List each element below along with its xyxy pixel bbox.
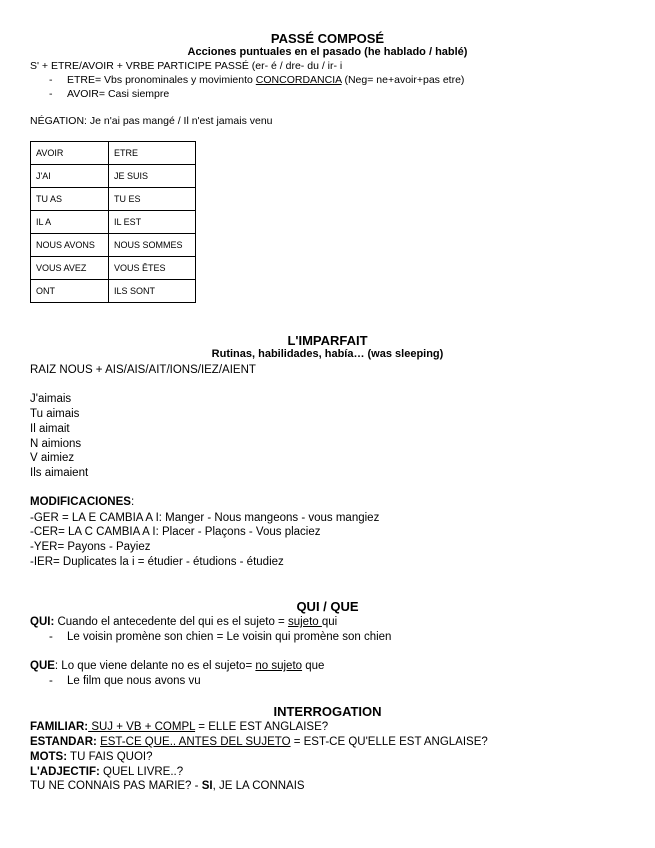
table-cell: IL A — [31, 211, 109, 234]
modificaciones-heading — [30, 495, 134, 509]
mots-line — [30, 750, 152, 764]
estandar-label: ESTANDAR: — [30, 736, 97, 748]
qui-example-text: Le voisin promène son chien = Le voisin qui promène son chien — [67, 631, 392, 643]
etre-suffix: (Neg= ne+avoir+pas etre) — [341, 74, 465, 86]
imparfait-subtitle: Rutinas, habilidades, había… (was sleeping) — [211, 348, 444, 360]
table-cell: AVOIR — [31, 142, 109, 165]
etre-underline: CONCORDANCIA — [255, 74, 342, 86]
conjugation-line: Tu aimais — [30, 408, 80, 420]
table-cell: TU AS — [31, 188, 109, 211]
mots-rest: TU FAIS QUOI? — [67, 751, 153, 763]
neg-end: , JE LA CONNAIS — [212, 780, 305, 792]
modif-line: -CER= LA C CAMBIA A I: Placer - Plaçons - Vous placiez — [30, 526, 321, 538]
modif-line: -YER= Payons - Payiez — [30, 541, 151, 553]
modif-line: -IER= Duplicates la i = étudier - étudions - étudiez — [30, 556, 284, 568]
table-cell: IL EST — [109, 211, 196, 234]
avoir-line — [49, 88, 169, 101]
table-cell: ONT — [31, 280, 109, 303]
quique-title: QUI / QUE — [296, 599, 359, 614]
mots-label: MOTS: — [30, 751, 68, 763]
bullet: - — [49, 675, 53, 687]
estandar-line — [30, 735, 488, 749]
qui-line — [30, 615, 337, 629]
table-cell: TU ES — [109, 188, 196, 211]
interrogation-title: INTERROGATION — [273, 704, 382, 719]
estandar-rest: = EST-CE QU'ELLE EST ANGLAISE? — [290, 736, 488, 748]
modif-title: MODIFICACIONES — [30, 496, 131, 508]
familiar-line — [30, 720, 328, 734]
qui-end: qui — [321, 616, 338, 628]
modif-colon: : — [130, 496, 135, 508]
familiar-underline: SUJ + VB + COMPL — [88, 721, 196, 733]
familiar-label: FAMILIAR: — [30, 721, 89, 733]
familiar-rest: = ELLE EST ANGLAISE? — [195, 721, 329, 733]
que-example-text: Le film que nous avons vu — [67, 675, 201, 687]
table-row — [31, 142, 196, 165]
que-label: QUE — [30, 660, 55, 672]
conjugation-line: J'aimais — [30, 393, 72, 405]
neg-si: SI — [201, 780, 213, 792]
bullet: - — [49, 631, 53, 643]
que-underline: no sujeto — [255, 660, 303, 672]
table-cell: NOUS AVONS — [31, 234, 109, 257]
table-cell: ETRE — [109, 142, 196, 165]
table-cell: VOUS AVEZ — [31, 257, 109, 280]
conjugation-line: Ils aimaient — [30, 467, 89, 479]
qui-text: Cuando el antecedente del qui es el sujeto = — [54, 616, 288, 628]
neg-q: TU NE CONNAIS PAS MARIE? - — [30, 780, 202, 792]
qui-underline: sujeto — [287, 616, 322, 628]
adjectif-line — [30, 765, 183, 779]
conjugation-line: Il aimait — [30, 423, 70, 435]
qui-label: QUI: — [30, 616, 55, 628]
table-row — [31, 234, 196, 257]
conjugation-line: N aimions — [30, 438, 82, 450]
passe-subtitle: Acciones puntuales en el pasado (he hablado / hablé) — [187, 46, 468, 58]
que-text: : Lo que viene delante no es el sujeto= — [54, 660, 256, 672]
imparfait-rule: RAIZ NOUS + AIS/AIS/AIT/IONS/IEZ/AIENT — [30, 364, 256, 376]
table-cell: JE SUIS — [109, 165, 196, 188]
table-row — [31, 257, 196, 280]
table-row — [31, 188, 196, 211]
conjugation-line: V aimiez — [30, 452, 75, 464]
table-row — [31, 211, 196, 234]
table-row — [31, 280, 196, 303]
adj-rest: QUEL LIVRE..? — [99, 766, 184, 778]
que-example — [49, 674, 201, 688]
negation-line: NÉGATION: Je n'ai pas mangé / Il n'est jamais venu — [30, 115, 273, 127]
qui-example — [49, 630, 391, 644]
que-end: que — [302, 660, 325, 672]
table-row — [31, 165, 196, 188]
negative-question-line — [30, 779, 305, 793]
bullet: - — [49, 74, 53, 86]
estandar-underline: EST-CE QUE.. ANTES DEL SUJETO — [100, 736, 291, 748]
table-cell: VOUS ÊTES — [109, 257, 196, 280]
etre-line — [49, 74, 464, 87]
modif-line: -GER = LA E CAMBIA A I: Manger - Nous mangeons - vous mangiez — [30, 512, 380, 524]
bullet: - — [49, 88, 53, 100]
etre-prefix: ETRE= Vbs pronominales y movimiento — [67, 74, 256, 86]
adj-label: L'ADJECTIF: — [30, 766, 100, 778]
que-line — [30, 659, 324, 673]
avoir-text: AVOIR= Casi siempre — [67, 88, 170, 100]
imparfait-title: L'IMPARFAIT — [287, 333, 368, 348]
table-cell: ILS SONT — [109, 280, 196, 303]
passe-title: PASSÉ COMPOSÉ — [270, 31, 385, 46]
passe-rule: S' + ETRE/AVOIR + VRBE PARTICIPE PASSÉ (er- é / dre- du / ir- i — [30, 60, 343, 72]
table-cell: NOUS SOMMES — [109, 234, 196, 257]
conjugation-table — [30, 141, 196, 303]
table-cell: J'AI — [31, 165, 109, 188]
